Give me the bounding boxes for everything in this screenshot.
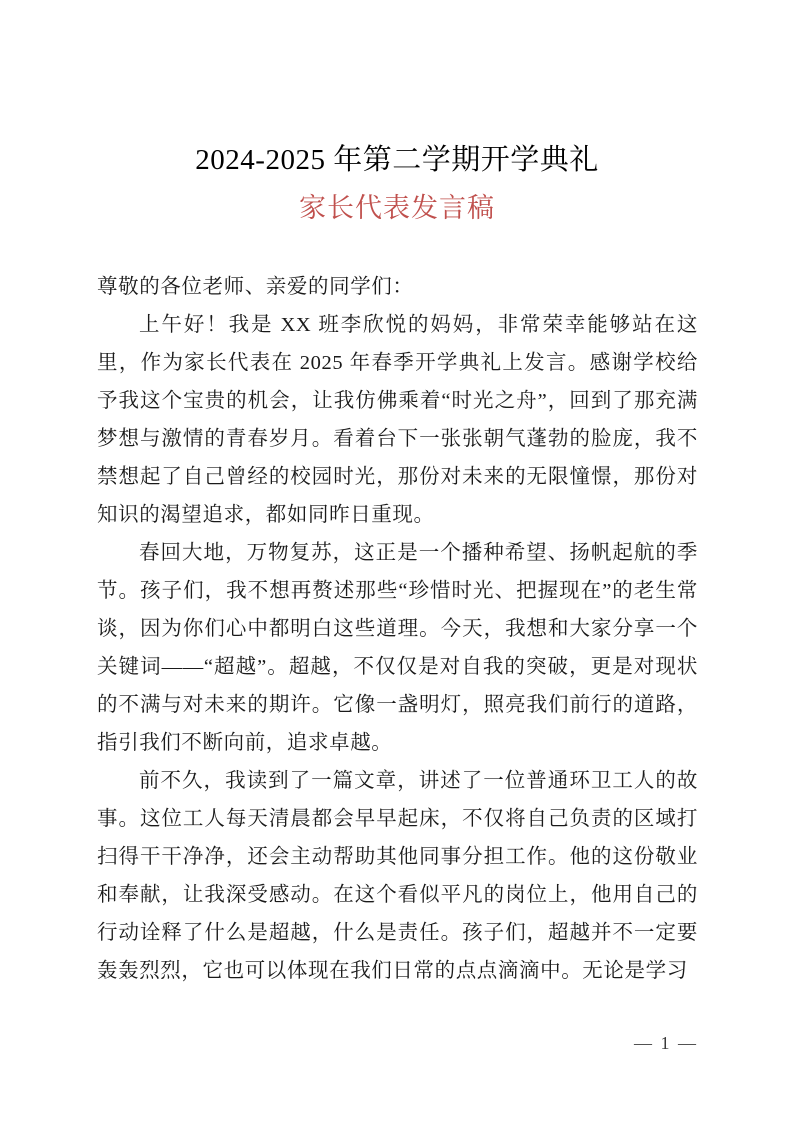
body-paragraph-3: 前不久，我读到了一篇文章，讲述了一位普通环卫工人的故事。这位工人每天清晨都会早早起床，不仅将自己负责的区域打扫得干干净净，还会主动帮助其他同事分担工作。他的这份敬业和奉献，让我深受感动。在这个看似平凡的岗位上，他用自己的行动诠释了什么是超越，什么是责任。孩子们，超越并不一定要轰轰烈烈，它也可以体现在我们日常的点点滴滴中。无论是学习 <box>97 770 698 982</box>
salutation-line: 尊敬的各位老师、亲爱的同学们： <box>97 276 414 298</box>
page-number: — 1 — <box>634 1033 698 1053</box>
body-paragraph-1: 上午好！我是 XX 班李欣悦的妈妈，非常荣幸能够站在这里，作为家长代表在 2025 年春季开学典礼上发言。感谢学校给予我这个宝贵的机会，让我仿佛乘着“时光之舟”，回到了那充满梦想与激情的青春岁月。看着台下一张张朝气蓬勃的脸庞，我不禁想起了自己曾经的校园时光，那份对未来的无限憧憬，那份对知识的渴望追求，都如同昨日重现。 <box>97 314 698 526</box>
title-block <box>97 140 697 227</box>
page-title: 2024-2025 年第二学期开学典礼 <box>195 144 599 176</box>
body-paragraph-2: 春回大地，万物复苏，这正是一个播种希望、扬帆起航的季节。孩子们，我不想再赘述那些“珍惜时光、把握现在”的老生常谈，因为你们心中都明白这些道理。今天，我想和大家分享一个关键词——“超越”。超越，不仅仅是对自我的突破，更是对现状的不满与对未来的期许。它像一盏明灯，照亮我们前行的道路，指引我们不断向前，追求卓越。 <box>97 542 698 754</box>
document-body <box>97 268 698 990</box>
page-subtitle: 家长代表发言稿 <box>299 193 495 223</box>
